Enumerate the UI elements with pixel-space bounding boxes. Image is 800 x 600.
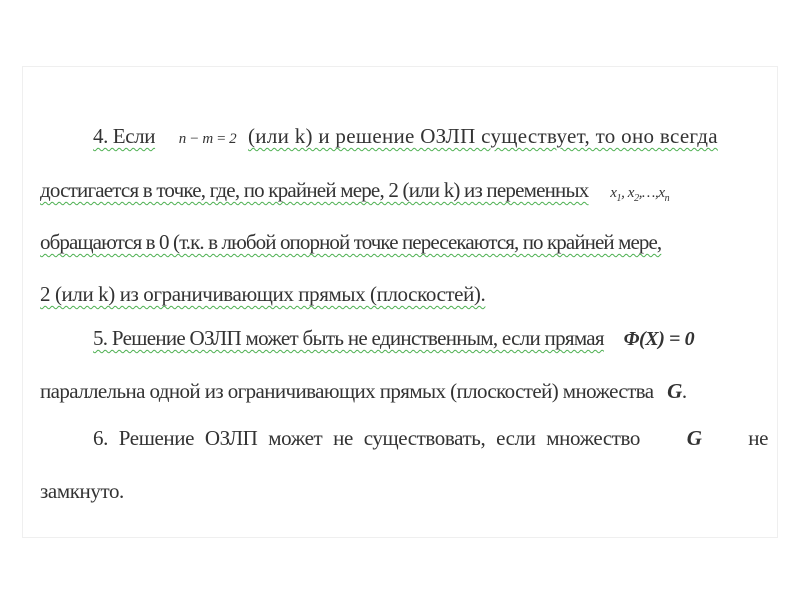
sub-2: 2 — [634, 193, 639, 204]
p6-l1-text-b: не — [748, 426, 768, 450]
var-x: x — [610, 185, 617, 201]
paragraph-6-line-2 — [40, 477, 768, 505]
p4-l2-text: достигается в точке, где, по крайней мере, 2 (или k) из переменных — [40, 178, 589, 202]
p4-l1-text-b: (или k) и решение ОЗЛП существует, то оно всегда — [248, 124, 718, 148]
p5-l2-text: параллельна одной из ограничивающих прямых (плоскостей) множества — [40, 379, 654, 403]
sep-1: , x — [621, 185, 635, 201]
p5-l1-formula: Φ(X) = 0 — [623, 328, 695, 350]
sub-1: 1 — [616, 193, 622, 204]
p4-l2-variables — [610, 185, 670, 204]
paragraph-5-line-1 — [93, 324, 768, 353]
p6-l2-text: замкнуто. — [40, 479, 124, 503]
p5-l2-period: . — [681, 379, 687, 403]
p5-l2-set-g: G — [667, 379, 682, 403]
paragraph-4-line-1 — [93, 122, 768, 153]
sep-2: ,…,x — [638, 185, 665, 201]
paragraph-4-line-2 — [40, 176, 768, 213]
sub-n: n — [664, 193, 670, 204]
paragraph-5-line-2 — [40, 377, 768, 405]
paragraph-6-line-1 — [93, 424, 768, 452]
p4-l3-text: обращаются в 0 (т.к. в любой опорной точке пересекаются, по крайней мере, — [40, 230, 662, 254]
p6-l1-set-g: G — [686, 426, 702, 450]
p4-l4-text: 2 (или k) из ограничивающих прямых (плоскостей). — [40, 282, 486, 306]
p6-l1-text: 6. Решение ОЗЛП может не существовать, если множество — [93, 426, 641, 450]
p4-l1-text-a: 4. Если — [93, 124, 156, 148]
paragraph-4-line-4 — [40, 280, 768, 308]
paragraph-4-line-3 — [40, 228, 768, 256]
p4-l1-formula: n − m = 2 — [178, 131, 237, 147]
p5-l1-text: 5. Решение ОЗЛП может быть не единственным, если прямая — [93, 326, 604, 350]
